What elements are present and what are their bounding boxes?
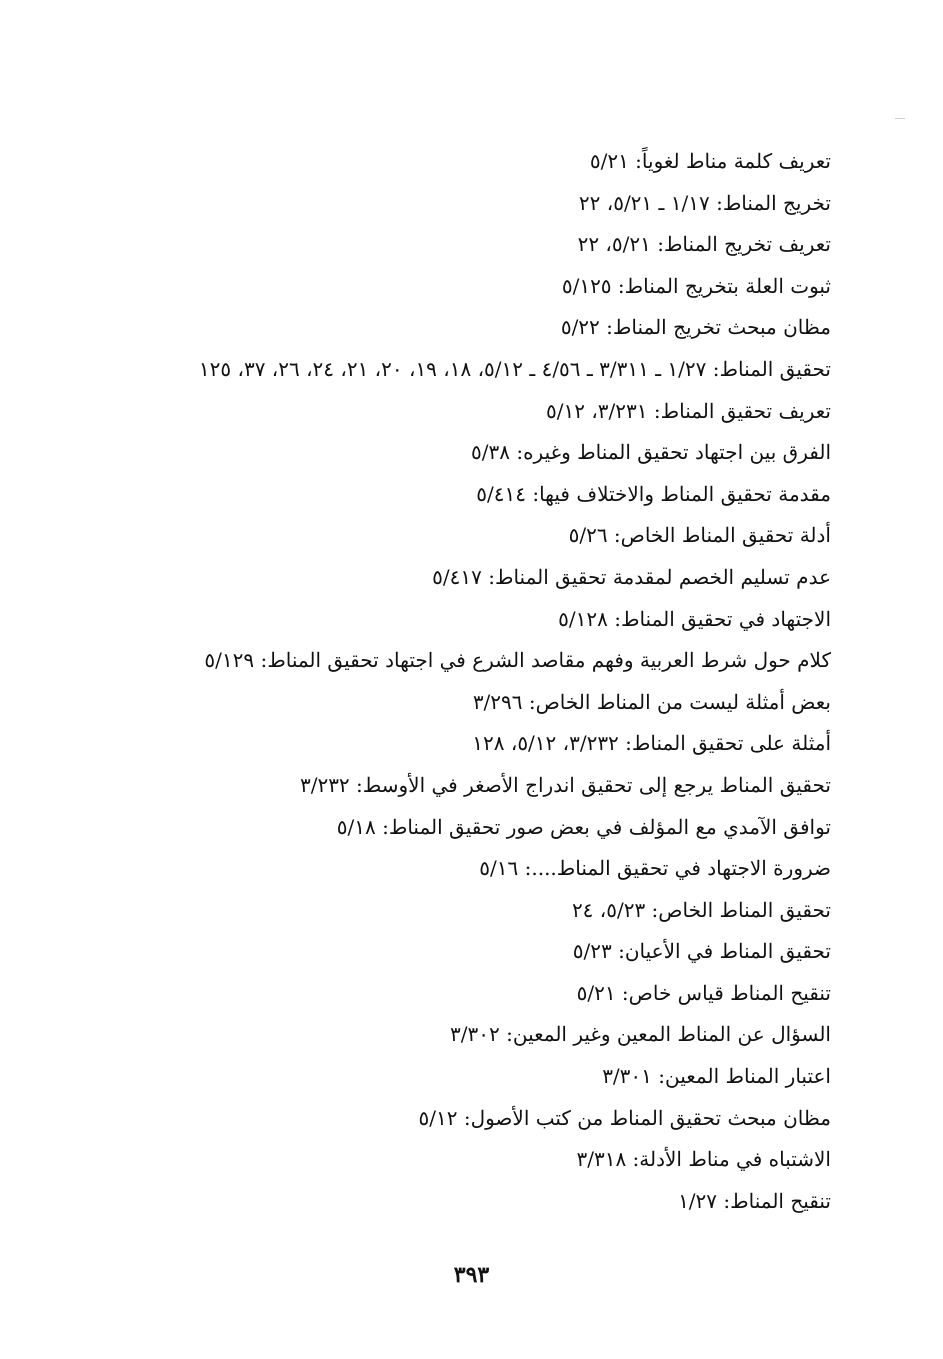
scan-speck <box>895 118 905 119</box>
index-entry: أدلة تحقيق المناط الخاص: ٥/٢٦ <box>568 523 831 548</box>
index-entry: اعتبار المناط المعين: ٣/٣٠١ <box>602 1064 831 1089</box>
index-entry: تعريف تخريج المناط: ٥/٢١، ٢٢ <box>577 232 831 257</box>
index-entry: تخريج المناط: ١/١٧ ـ ٥/٢١، ٢٢ <box>578 190 831 215</box>
index-entry: تحقيق المناط: ١/٢٧ ـ ٣/٣١١ ـ ٤/٥٦ ـ ٥/١٢، ١٨، ١٩، ٢٠، ٢١، ٢٤، ٢٦، ٣٧، ١٢٥ <box>198 356 831 381</box>
index-entry: الاجتهاد في تحقيق المناط: ٥/١٢٨ <box>558 606 831 631</box>
index-entry: تنقيح المناط: ١/٢٧ <box>678 1188 831 1213</box>
index-entry: توافق الآمدي مع المؤلف في بعض صور تحقيق المناط: ٥/١٨ <box>336 814 831 839</box>
index-entry: تنقيح المناط قياس خاص: ٥/٢١ <box>576 980 831 1005</box>
index-entry: ثبوت العلة بتخريج المناط: ٥/١٢٥ <box>561 273 831 298</box>
index-entry: السؤال عن المناط المعين وغير المعين: ٣/٣٠٢ <box>450 1022 831 1047</box>
index-entry: تحقيق المناط في الأعيان: ٥/٢٣ <box>572 939 831 964</box>
index-entry: الفرق بين اجتهاد تحقيق المناط وغيره: ٥/٣٨ <box>471 440 831 465</box>
index-entry: عدم تسليم الخصم لمقدمة تحقيق المناط: ٥/٤١٧ <box>432 564 831 589</box>
index-entry: تعريف كلمة مناط لغوياً: ٥/٢١ <box>589 149 831 173</box>
index-entry: ضرورة الاجتهاد في تحقيق المناط....: ٥/١٦ <box>479 856 831 881</box>
index-entry: مظان مبحث تخريج المناط: ٥/٢٢ <box>560 315 831 340</box>
index-entry: تعريف تحقيق المناط: ٣/٢٣١، ٥/١٢ <box>546 398 831 423</box>
index-entry: مقدمة تحقيق المناط والاختلاف فيها: ٥/٤١٤ <box>476 481 831 506</box>
index-entry: كلام حول شرط العربية وفهم مقاصد الشرع في اجتهاد تحقيق المناط: ٥/١٢٩ <box>204 648 831 673</box>
index-entry: بعض أمثلة ليست من المناط الخاص: ٣/٢٩٦ <box>472 689 831 714</box>
index-entry: أمثلة على تحقيق المناط: ٣/٢٣٢، ٥/١٢، ١٢٨ <box>472 731 831 756</box>
index-entry: مظان مبحث تحقيق المناط من كتب الأصول: ٥/١٢ <box>418 1105 831 1130</box>
index-entry: تحقيق المناط الخاص: ٥/٢٣، ٢٤ <box>571 897 831 922</box>
index-entry: تحقيق المناط يرجع إلى تحقيق اندراج الأصغر في الأوسط: ٣/٢٣٢ <box>299 772 831 797</box>
page-number: ٣٩٣ <box>453 1262 490 1288</box>
subject-index-list <box>141 141 831 1222</box>
index-entry: الاشتباه في مناط الأدلة: ٣/٣١٨ <box>576 1147 831 1172</box>
